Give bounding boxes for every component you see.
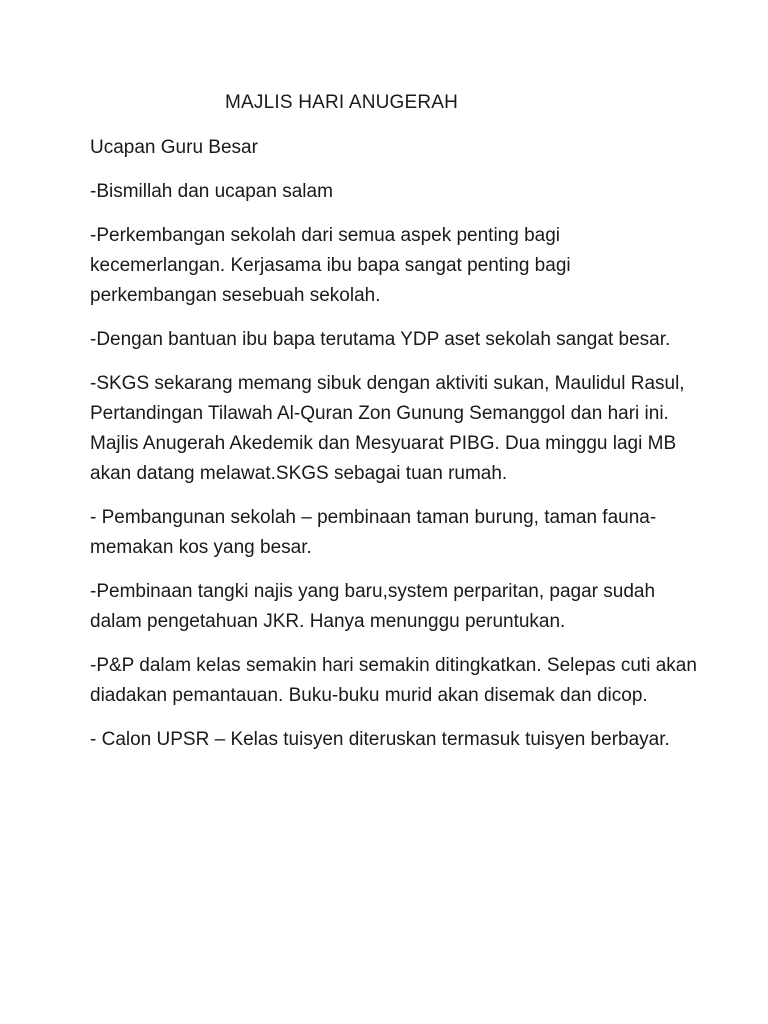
paragraph-activities: -SKGS sekarang memang sibuk dengan aktiviti sukan, Maulidul Rasul, Pertandingan Tilawah Al-Quran Zon Gunung Semanggol dan hari ini. Majlis Anugerah Akedemik dan Mesyuarat PIBG. Dua minggu lagi MB akan datang melawat.SKGS sebagai tuan rumah. [90, 373, 685, 484]
document-title: MAJLIS HARI ANUGERAH [225, 92, 459, 113]
paragraph-facilities: -Pembinaan tangki najis yang baru,system perparitan, pagar sudah dalam pengetahuan JKR. Hanya menunggu peruntukan. [90, 581, 656, 632]
paragraph-parent-support: -Dengan bantuan ibu bapa terutama YDP aset sekolah sangat besar. [90, 329, 671, 350]
paragraph-school-development: -Perkembangan sekolah dari semua aspek penting bagi kecemerlangan. Kerjasama ibu bapa sangat penting bagi perkembangan sesebuah sekolah. [90, 225, 571, 306]
paragraph-upsr: - Calon UPSR – Kelas tuisyen diteruskan termasuk tuisyen berbayar. [90, 729, 670, 750]
paragraph-construction: - Pembangunan sekolah – pembinaan taman burung, taman fauna- memakan kos yang besar. [90, 507, 657, 558]
paragraph-heading: Ucapan Guru Besar [90, 137, 258, 158]
paragraph-teaching: -P&P dalam kelas semakin hari semakin ditingkatkan. Selepas cuti akan diadakan pemantauan. Buku-buku murid akan disemak dan dicop. [90, 655, 697, 706]
paragraph-greeting: -Bismillah dan ucapan salam [90, 181, 333, 202]
document-body [90, 133, 700, 769]
